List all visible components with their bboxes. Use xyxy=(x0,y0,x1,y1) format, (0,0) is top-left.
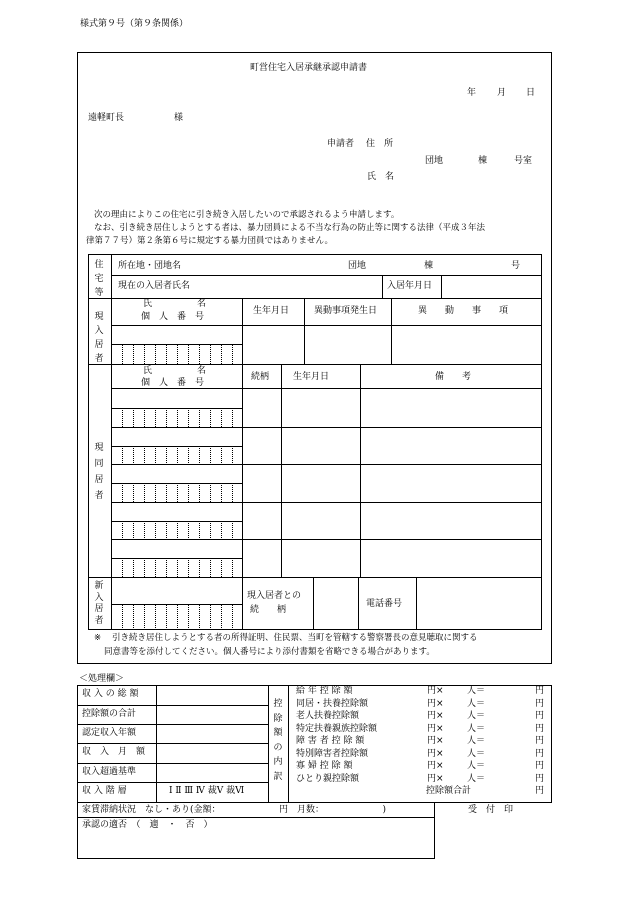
applicant-building: 棟 xyxy=(478,156,488,166)
resident-event-header: 異 動 事 項 xyxy=(418,306,509,316)
applicant-danchi: 団地 xyxy=(425,156,444,166)
housing-number: 号 xyxy=(511,261,521,271)
deduction-yen: 円 xyxy=(535,761,545,771)
item-total-income: 収 入 の 総 額 xyxy=(82,689,139,699)
note-mark: ※ xyxy=(94,633,102,643)
housing-building: 棟 xyxy=(424,261,434,271)
deduction-total-row xyxy=(296,787,548,799)
deduction-yen: 円 xyxy=(535,773,545,784)
deduction-yen: 円 xyxy=(535,698,545,709)
deduction-people: 人＝ xyxy=(467,761,486,771)
deduction-label: 障 害 者 控 除 額 xyxy=(296,736,365,746)
deduction-unit: 円× xyxy=(427,686,444,696)
applicant-name-label: 氏 名 xyxy=(367,172,395,182)
current-resident-name-label: 現在の入居者氏名 xyxy=(118,281,191,291)
housing-section: 住宅等 xyxy=(94,260,104,298)
form-number: 様式第９号（第９条関係） xyxy=(80,19,189,29)
item-certified-income: 認定収入年額 xyxy=(82,728,137,738)
rent-arrears: 家賃滞納状況 なし・あり(金額： 円 月数： ) xyxy=(82,805,387,815)
deduction-unit: 円× xyxy=(427,748,444,759)
deduction-label: 特定扶養親族控除額 xyxy=(296,723,378,734)
deduction-row xyxy=(296,687,548,700)
applicant-address-label: 住 所 xyxy=(366,139,394,149)
move-in-date-label: 入居年月日 xyxy=(387,281,433,291)
deduction-unit: 円× xyxy=(427,698,444,709)
cohabitant-id-grid xyxy=(111,408,242,578)
processing-header: ＜処理欄＞ xyxy=(79,674,125,684)
deduction-label: 同居・扶養控除額 xyxy=(296,698,369,709)
deduction-label: 老人扶養控除額 xyxy=(296,711,360,721)
deduction-label: 給 年 控 除 額 xyxy=(296,686,353,696)
deduction-row xyxy=(296,762,548,775)
note-line1: 引き続き居住しようとする者の所得証明、住民票、当町を管轄する警察署長の意見聴取に関する xyxy=(112,633,478,643)
applicant-label: 申請者 xyxy=(327,139,355,149)
deduction-label: ひとり親控除額 xyxy=(296,773,360,784)
location-label: 所在地・団地名 xyxy=(118,261,182,271)
deduction-yen: 円 xyxy=(535,686,545,696)
new-resident-relation-label-1: 現入居者との xyxy=(247,591,302,601)
deduction-unit: 円× xyxy=(427,711,444,721)
deduction-unit: 円× xyxy=(427,736,444,746)
statement-line2: なお、引き続き居住しようとする者は、暴力団員による不当な行為の防止等に関する法律（平成３年法 xyxy=(94,223,486,233)
form-title: 町営住宅入居承継承認申請書 xyxy=(250,63,368,73)
deduction-unit: 円× xyxy=(427,723,444,734)
current-resident-section: 現入居者 xyxy=(94,312,104,364)
addressee-town: 遠軽町長 xyxy=(88,113,125,123)
deduction-unit: 円× xyxy=(427,761,444,771)
deduction-people: 人＝ xyxy=(467,711,486,721)
approval: 承認の適否 （ 適 ・ 否 ） xyxy=(82,820,213,830)
deduction-total-label: 控除額合計 xyxy=(426,786,472,796)
item-income-level: 収 入 階 層 xyxy=(82,786,127,796)
new-resident-phone-label: 電話番号 xyxy=(366,599,403,609)
deduction-yen: 円 xyxy=(535,711,545,721)
resident-name-header: 氏 名 xyxy=(143,299,207,309)
deduction-section: 控除額の内訳 xyxy=(273,699,283,782)
statement-line3: 律第７７号）第２条第６号に規定する暴力団員ではありません。 xyxy=(86,236,334,246)
resident-birth-header: 生年月日 xyxy=(253,306,290,316)
cohabitant-id-header: 個 人 番 号 xyxy=(141,378,205,388)
cohabitant-name-header: 氏 名 xyxy=(143,366,207,376)
item-monthly-income: 収 入 月 額 xyxy=(82,747,146,757)
resident-event-date-header: 異動事項発生日 xyxy=(314,306,378,316)
item-excess-standard: 収入超過基準 xyxy=(82,767,137,777)
statement-line1: 次の理由によりこの住宅に引き続き入居したいので承認されるよう申請します。 xyxy=(94,210,400,220)
resident-id-header: 個 人 番 号 xyxy=(141,312,205,322)
date-year: 年 xyxy=(467,88,477,98)
deduction-unit: 円× xyxy=(427,773,444,784)
new-resident-relation-label-2: 続 柄 xyxy=(250,605,287,615)
housing-danchi: 団地 xyxy=(348,261,367,271)
new-resident-section: 新入居者 xyxy=(94,581,104,626)
resident-id-digit-boxes[interactable] xyxy=(111,344,242,364)
cohabitants-section: 現同居者 xyxy=(94,443,104,501)
reception-stamp: 受 付 印 xyxy=(468,805,514,815)
deduction-yen: 円 xyxy=(535,748,545,759)
income-levels: Ⅰ Ⅱ Ⅲ Ⅳ 裁Ⅴ 裁Ⅵ xyxy=(169,786,245,796)
note-line2: 同意書等を添付してください。個人番号により添付書類を省略できる場合があります。 xyxy=(104,647,435,657)
deduction-people: 人＝ xyxy=(467,723,486,734)
cohabitant-id-digit-boxes[interactable] xyxy=(111,408,242,578)
new-resident-id-digit-boxes[interactable] xyxy=(111,604,242,630)
deduction-row xyxy=(296,737,548,750)
deduction-yen: 円 xyxy=(535,723,545,734)
addressee-honorific: 様 xyxy=(174,113,184,123)
cohabitant-notes-header: 備 考 xyxy=(435,372,472,382)
deduction-list xyxy=(296,687,548,799)
cohabitant-birth-header: 生年月日 xyxy=(293,372,330,382)
date-day: 日 xyxy=(526,88,536,98)
deduction-yen: 円 xyxy=(535,736,545,746)
item-deduction-total: 控除額の合計 xyxy=(82,709,137,719)
deduction-row xyxy=(296,712,548,725)
applicant-room: 号室 xyxy=(514,156,533,166)
cohabitant-relation-header: 続柄 xyxy=(251,372,270,382)
deduction-people: 人＝ xyxy=(467,773,486,784)
deduction-row xyxy=(296,775,548,788)
deduction-people: 人＝ xyxy=(467,698,486,709)
date-month: 月 xyxy=(497,88,507,98)
deduction-people: 人＝ xyxy=(467,736,486,746)
deduction-people: 人＝ xyxy=(467,748,486,759)
deduction-total-yen: 円 xyxy=(535,786,545,796)
deduction-people: 人＝ xyxy=(467,686,486,696)
deduction-label: 寡 婦 控 除 額 xyxy=(296,761,353,771)
deduction-label: 特別障害者控除額 xyxy=(296,748,369,759)
